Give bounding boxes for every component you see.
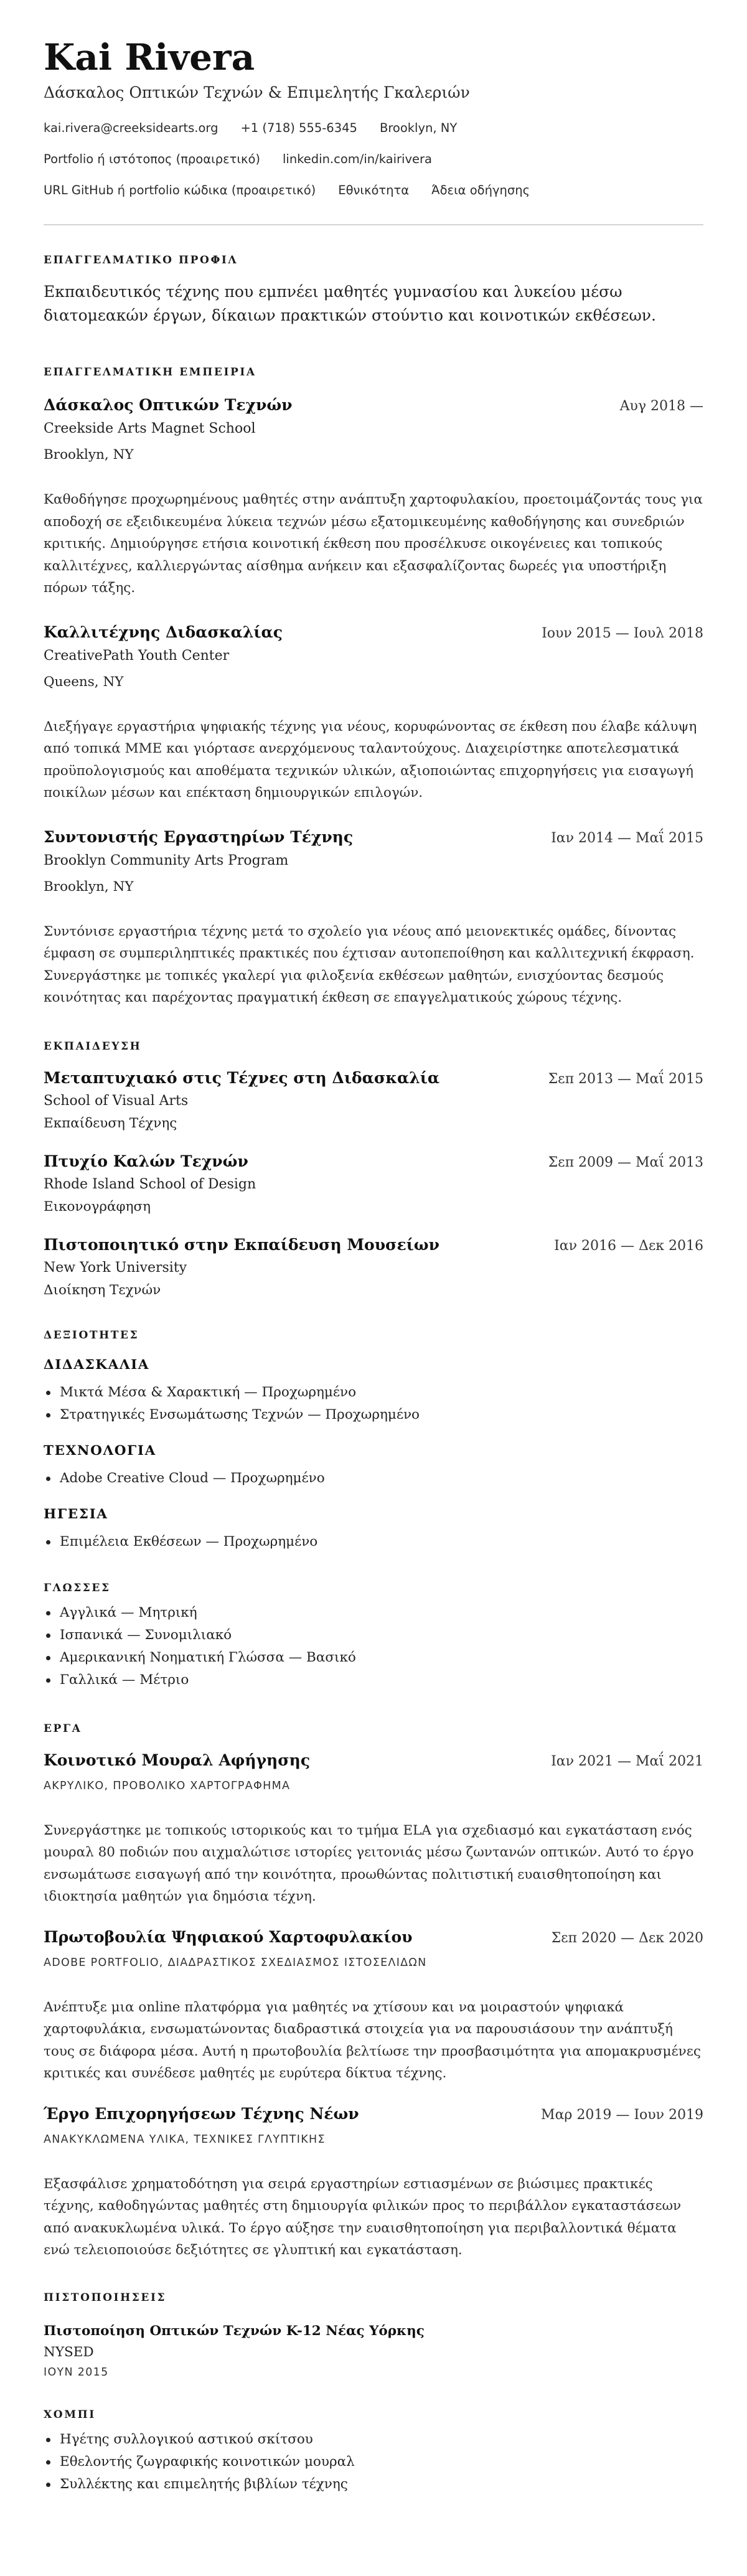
school-name: School of Visual Arts	[44, 1093, 189, 1109]
job-location: Brooklyn, NY	[44, 878, 134, 895]
skill-list	[44, 1381, 703, 1426]
project-entry	[44, 2104, 703, 2262]
employer: CreativePath Youth Center	[44, 647, 230, 664]
certification-date: ΙΟΥΝ 2015	[44, 2366, 109, 2379]
section-title: ΕΠΑΓΓΕΛΜΑΤΙΚΟ ΠΡΟΦΙΛ	[44, 254, 238, 266]
experience-section	[44, 365, 703, 1009]
skill-group-label: ΤΕΧΝΟΛΟΓΙΑ	[44, 1442, 156, 1459]
phone-link[interactable]: +1 (718) 555-6345	[240, 121, 357, 135]
summary-section	[44, 253, 703, 327]
list-item: Επιμέλεια Εκθέσεων — Προχωρημένο	[44, 1531, 703, 1553]
education-dates: Σεπ 2009 — Μαΐ 2013	[548, 1154, 703, 1170]
skill-list	[44, 1531, 703, 1553]
project-tech: ADOBE PORTFOLIO, ΔΙΑΔΡΑΣΤΙΚΟΣ ΣΧΕΔΙΑΣΜΟΣ ΙΣΤΟΣΕΛΙΔΩΝ	[44, 1956, 427, 1969]
skill-group-label: ΗΓΕΣΙΑ	[44, 1506, 108, 1522]
project-description: Συνεργάστηκε με τοπικούς ιστορικούς και το τμήμα ELA για σχεδιασμό και εγκατάσταση ενός μουραλ 80 ποδιών που αιχμαλώτισε ιστορίες γειτονιάς μέσω ζωντανών οπτικών. Αυτό το έργο ενσωμάτωσε εισαγωγή από την κοινότητα, προωθώντας πολιτιστική ευαισθητοποίηση και ιδιοκτησία μαθητών για δημόσια τέχνη.	[44, 1822, 694, 1904]
job-location: Queens, NY	[44, 674, 124, 690]
contact-row	[44, 182, 703, 199]
education-entry	[44, 1234, 703, 1300]
school-name: Rhode Island School of Design	[44, 1176, 256, 1192]
employer: Brooklyn Community Arts Program	[44, 852, 289, 868]
languages-section	[44, 1581, 703, 1691]
education-section	[44, 1039, 703, 1300]
project-tech: ΑΚΡΥΛΙΚΟ, ΠΡΟΒΟΛΙΚΟ ΧΑΡΤΟΓΡΑΦΗΜΑ	[44, 1779, 291, 1792]
section-title: ΔΕΞΙΟΤΗΤΕΣ	[44, 1328, 139, 1342]
resume-header	[44, 36, 703, 199]
job-description: Καθοδήγησε προχωρημένους μαθητές στην ανάπτυξη χαρτοφυλακίου, προετοιμάζοντάς τους για αποδοχή σε εξειδικευμένα λύκεια τεχνών μέσω εξατομικευμένης καθοδήγησης και συνεδριών κριτικής. Δημιούργησε ετήσια κοινοτική έκθεση που προσέλκυσε οικογένειες και τοπικούς καλλιτέχνες, καλλιεργώντας αίσθημα ανήκειν και εξασφαλίζοντας δωρεές για υποστήριξη πόρων τάξης.	[44, 492, 703, 596]
employer: Creekside Arts Magnet School	[44, 421, 256, 436]
certification-issuer: NYSED	[44, 2344, 94, 2360]
github-link[interactable]: URL GitHub ή portfolio κώδικα (προαιρετικό)	[44, 183, 316, 197]
job-location: Brooklyn, NY	[44, 447, 134, 463]
job-title: Καλλιτέχνης Διδασκαλίας	[44, 623, 283, 641]
nationality-text: Εθνικότητα	[338, 183, 410, 197]
hobby-list	[44, 2428, 703, 2496]
job-description: Διεξήγαγε εργαστήρια ψηφιακής τέχνης για νέους, κορυφώνοντας σε έκθεση που έλαβε κάλυψη από τοπικά ΜΜΕ και γιόρτασε ανερχόμενους ταλαντούχους. Διαχειρίστηκε αποτελεσματικά προϋπολογισμούς και αποθέματα τεχνικών υλικών, αξιοποιώντας επιχορηγήσεις για εισαγωγή ποικίλων μέσων και επέκταση δημιουργικών επιλογών.	[44, 718, 697, 801]
section-title: ΕΡΓΑ	[44, 1722, 82, 1735]
portfolio-link[interactable]: Portfolio ή ιστότοπος (προαιρετικό)	[44, 152, 260, 166]
job-description: Συντόνισε εργαστήρια τέχνης μετά το σχολείο για νέους από μειονεκτικές ομάδες, δίνοντας έμφαση σε συμπεριληπτικές πρακτικές που έχτισαν αυτοπεποίθηση και καλλιτεχνική έκφραση. Συνεργάστηκε με τοπικές γκαλερί για φιλοξενία εκθέσεων μαθητών, ενισχύοντας δεσμούς κοινότητας και παρέχοντας πραγματική έκθεση σε επαγγελματικούς χώρους τέχνης.	[44, 923, 695, 1005]
section-title: ΠΙΣΤΟΠΟΙΗΣΕΙΣ	[44, 2291, 167, 2304]
list-item: Αμερικανική Νοηματική Γλώσσα — Βασικό	[44, 1647, 703, 1669]
header-divider	[44, 224, 703, 225]
project-dates: Μαρ 2019 — Ιουν 2019	[541, 2107, 703, 2123]
project-tech: ΑΝΑΚΥΚΛΩΜΕΝΑ ΥΛΙΚΑ, ΤΕΧΝΙΚΕΣ ΓΛΥΠΤΙΚΗΣ	[44, 2133, 326, 2146]
list-item: Εθελοντής ζωγραφικής κοινοτικών μουραλ	[44, 2451, 703, 2473]
field-of-study: Εκπαίδευση Τέχνης	[44, 1115, 177, 1131]
experience-entry	[44, 827, 703, 1009]
skill-group-label: ΔΙΔΑΣΚΑΛΙΑ	[44, 1356, 150, 1373]
project-entry	[44, 1750, 703, 1908]
skill-group	[44, 1441, 703, 1490]
skill-group	[44, 1355, 703, 1426]
field-of-study: Διοίκηση Τεχνών	[44, 1282, 161, 1298]
degree-title: Μεταπτυχιακό στις Τέχνες στη Διδασκαλία	[44, 1068, 440, 1087]
project-dates: Ιαν 2021 — Μαΐ 2021	[551, 1753, 703, 1769]
list-item: Στρατηγικές Ενσωμάτωσης Τεχνών — Προχωρημένο	[44, 1404, 703, 1426]
list-item: Ηγέτης συλλογικού αστικού σκίτσου	[44, 2428, 703, 2451]
email-link[interactable]: kai.rivera@creeksidearts.org	[44, 121, 218, 135]
skills-section	[44, 1328, 703, 1553]
list-item: Μικτά Μέσα & Χαρακτική — Προχωρημένο	[44, 1381, 703, 1404]
section-title: ΕΠΑΓΓΕΛΜΑΤΙΚΗ ΕΜΠΕΙΡΙΑ	[44, 366, 256, 378]
summary-text: Εκπαιδευτικός τέχνης που εμπνέει μαθητές γυμνασίου και λυκείου μέσω διατομεακών έργων, δίκαιων πρακτικών στούντιο και κοινοτικών εκθέσεων.	[44, 283, 656, 324]
project-dates: Σεπ 2020 — Δεκ 2020	[551, 1930, 703, 1946]
contact-row	[44, 120, 703, 137]
education-entry	[44, 1068, 703, 1134]
candidate-name: Kai Rivera	[44, 36, 255, 78]
experience-entry	[44, 395, 703, 599]
project-name: Πρωτοβουλία Ψηφιακού Χαρτοφυλακίου	[44, 1927, 413, 1946]
list-item: Ισπανικά — Συνομιλιακό	[44, 1624, 703, 1647]
hobbies-section	[44, 2407, 703, 2496]
projects-section	[44, 1721, 703, 2262]
project-entry	[44, 1927, 703, 2085]
education-dates: Σεπ 2013 — Μαΐ 2015	[548, 1071, 703, 1087]
certification-entry	[44, 2321, 703, 2381]
field-of-study: Εικονογράφηση	[44, 1198, 151, 1215]
project-description: Ανέπτυξε μια online πλατφόρμα για μαθητές να χτίσουν και να μοιραστούν ψηφιακά χαρτοφυλάκια, ενσωματώνοντας διαδραστικά στοιχεία για να παρουσιάσουν την ανάπτυξή τους σε διάφορα μέσα. Αυτή η πρωτοβουλία βελτίωσε την προσβασιμότητα για απομακρυσμένες κριτικές και συνέδεσε μαθητές με ευρύτερα δίκτυα τέχνης.	[44, 1999, 701, 2081]
school-name: New York University	[44, 1259, 187, 1276]
job-dates: Αυγ 2018 —	[619, 398, 703, 414]
section-title: ΕΚΠΑΙΔΕΥΣΗ	[44, 1040, 142, 1053]
linkedin-link[interactable]: linkedin.com/in/kairivera	[282, 152, 432, 166]
headline: Δάσκαλος Οπτικών Τεχνών & Επιμελητής Γκαλεριών	[44, 83, 470, 101]
education-entry	[44, 1151, 703, 1217]
list-item: Γαλλικά — Μέτριο	[44, 1669, 703, 1691]
job-dates: Ιουν 2015 — Ιουλ 2018	[542, 625, 703, 641]
section-title: ΓΛΩΣΣΕΣ	[44, 1581, 111, 1594]
experience-entry	[44, 622, 703, 804]
project-description: Εξασφάλισε χρηματοδότηση για σειρά εργαστηρίων εστιασμένων σε βιώσιμες πρακτικές τέχνης, καθοδηγώντας μαθητές στη δημιουργία φιλικών προς το περιβάλλον εγκαταστάσεων από ανακυκλωμένα υλικά. Το έργο αύξησε την ευαισθητοποίηση για περιβαλλοντικά θέματα ενώ τελειοποιούσε δεξιότητες σε γλυπτική και εγκατάσταση.	[44, 2176, 682, 2258]
language-list	[44, 1602, 703, 1691]
education-dates: Ιαν 2016 — Δεκ 2016	[554, 1238, 703, 1254]
list-item: Συλλέκτης και επιμελητής βιβλίων τέχνης	[44, 2473, 703, 2496]
job-title: Συντονιστής Εργαστηρίων Τέχνης	[44, 827, 354, 846]
job-dates: Ιαν 2014 — Μαΐ 2015	[551, 830, 703, 846]
degree-title: Πιστοποιητικό στην Εκπαίδευση Μουσείων	[44, 1235, 439, 1254]
location-text: Brooklyn, NY	[379, 121, 458, 135]
project-name: Κοινοτικό Μουραλ Αφήγησης	[44, 1751, 311, 1769]
list-item: Αγγλικά — Μητρική	[44, 1602, 703, 1624]
skill-list	[44, 1467, 703, 1490]
certification-name: Πιστοποίηση Οπτικών Τεχνών K-12 Νέας Υόρκης	[44, 2323, 425, 2339]
project-name: Έργο Επιχορηγήσεων Τέχνης Νέων	[44, 2104, 359, 2123]
job-title: Δάσκαλος Οπτικών Τεχνών	[44, 396, 293, 414]
section-title: ΧΟΜΠΙ	[44, 2408, 96, 2421]
skill-group	[44, 1505, 703, 1553]
list-item: Adobe Creative Cloud — Προχωρημένο	[44, 1467, 703, 1490]
certifications-section	[44, 2290, 703, 2381]
degree-title: Πτυχίο Καλών Τεχνών	[44, 1152, 248, 1170]
driving-license-text: Άδεια οδήγησης	[431, 183, 530, 197]
contact-row	[44, 151, 703, 168]
